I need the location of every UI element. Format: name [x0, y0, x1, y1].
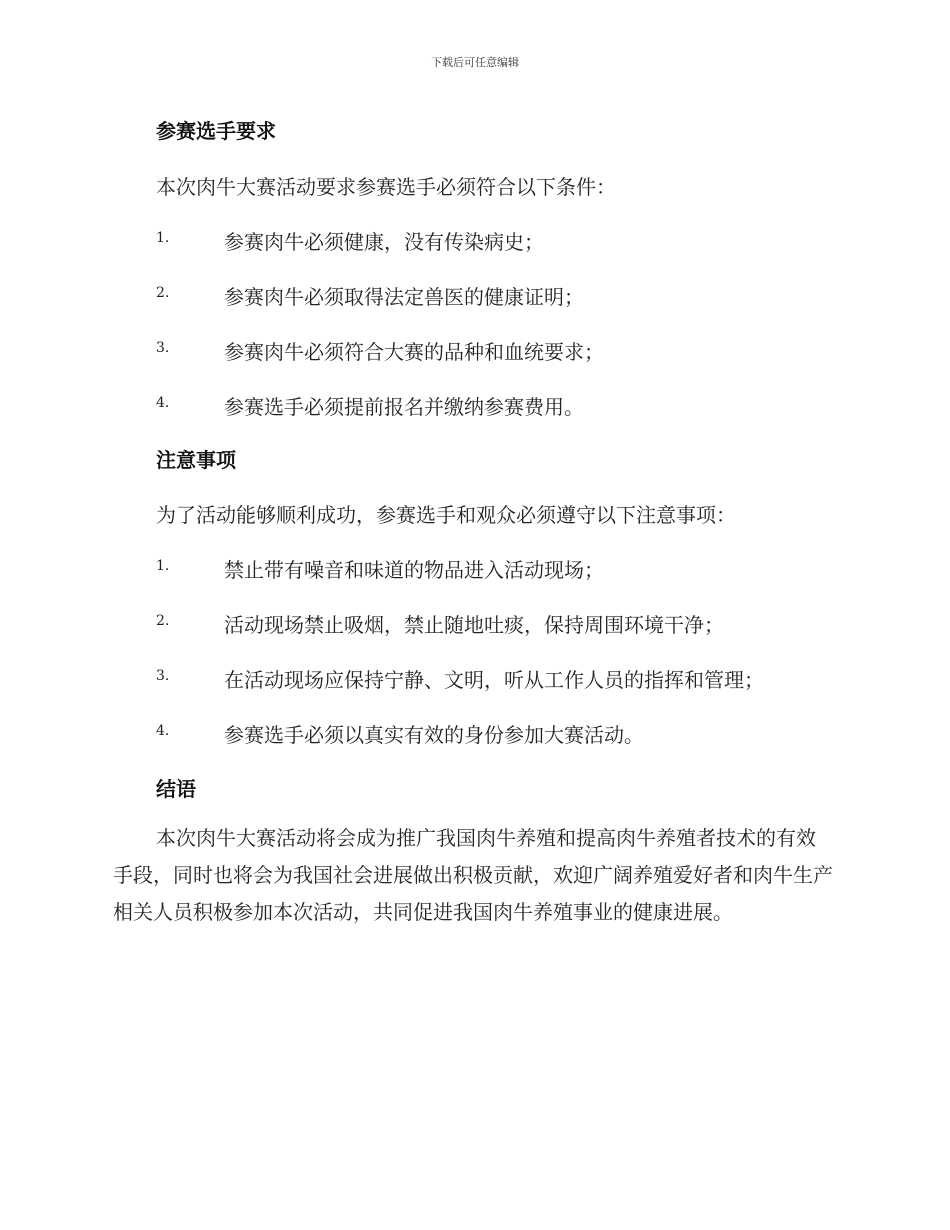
notes-item-text: 活动现场禁止吸烟，禁止随地吐痰，保持周围环境干净； [224, 613, 724, 637]
page-header: 下载后可任意编辑 [431, 56, 519, 69]
notes-item-number: 4. [156, 723, 170, 739]
requirements-item-text: 参赛肉牛必须符合大赛的品种和血统要求； [224, 340, 604, 364]
requirements-item-text: 参赛选手必须提前报名并缴纳参赛费用。 [224, 395, 584, 419]
requirements-item-number: 4. [156, 395, 170, 411]
requirements-item-number: 3. [156, 340, 170, 356]
section-heading-requirements: 参赛选手要求 [156, 119, 276, 143]
requirements-item-number: 1. [156, 230, 170, 246]
notes-item-number: 2. [156, 613, 170, 629]
section-heading-conclusion: 结语 [156, 777, 196, 801]
notes-intro: 为了活动能够顺利成功，参赛选手和观众必须遵守以下注意事项： [156, 503, 736, 527]
requirements-item-text: 参赛肉牛必须健康，没有传染病史； [224, 230, 544, 254]
notes-item-text: 禁止带有噪音和味道的物品进入活动现场； [224, 558, 604, 582]
requirements-intro: 本次肉牛大赛活动要求参赛选手必须符合以下条件： [156, 175, 616, 199]
requirements-item-text: 参赛肉牛必须取得法定兽医的健康证明； [224, 285, 584, 309]
notes-item-text: 在活动现场应保持宁静、文明，听从工作人员的指挥和管理； [224, 668, 764, 692]
notes-item-number: 1. [156, 558, 170, 574]
notes-item-text: 参赛选手必须以真实有效的身份参加大赛活动。 [224, 723, 644, 747]
section-heading-notes: 注意事项 [156, 448, 236, 472]
conclusion-paragraph: 本次肉牛大赛活动将会成为推广我国肉牛养殖和提高肉牛养殖者技术的有效手段，同时也将会为我国社会进展做出积极贡献，欢迎广阔养殖爱好者和肉牛生产相关人员积极参加本次活动，共同促进我国肉牛养殖事业的健康进展。 [113, 826, 833, 924]
requirements-item-number: 2. [156, 285, 170, 301]
notes-item-number: 3. [156, 668, 170, 684]
